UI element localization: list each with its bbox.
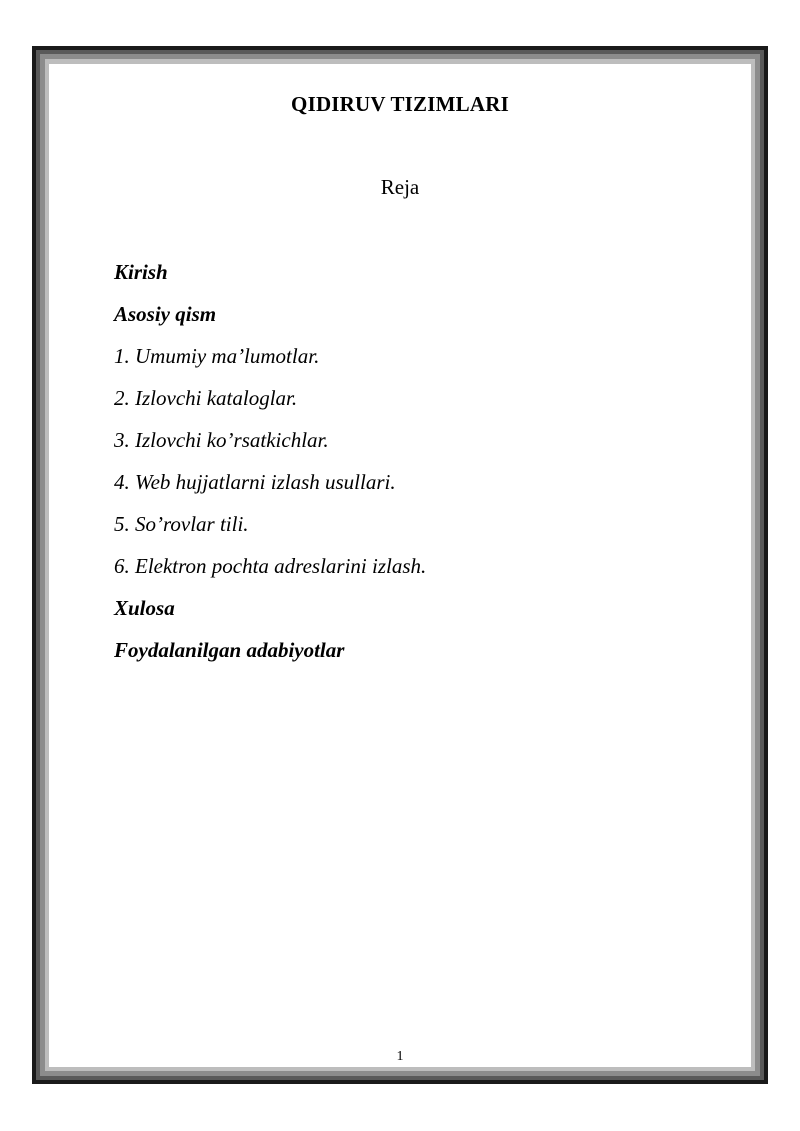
plan-item-main-part: Asosiy qism [114,302,217,326]
page-number: 1 [396,1049,404,1064]
plan-item-2: 2. Izlovchi kataloglar. [114,386,298,410]
plan-list [114,258,426,678]
plan-item-3: 3. Izlovchi ko’rsatkichlar. [114,428,329,452]
plan-item-references: Foydalanilgan adabiyotlar [114,638,345,662]
plan-heading: Reja [380,175,420,199]
plan-item-4: 4. Web hujjatlarni izlash usullari. [114,470,396,494]
plan-item-6: 6. Elektron pochta adreslarini izlash. [114,554,427,578]
plan-item-introduction: Kirish [114,260,168,284]
document-title: QIDIRUV TIZIMLARI [291,92,509,116]
plan-item-conclusion: Xulosa [114,596,175,620]
plan-item-5: 5. So’rovlar tili. [114,512,249,536]
plan-item-1: 1. Umumiy ma’lumotlar. [114,344,320,368]
page-content [49,64,751,1067]
